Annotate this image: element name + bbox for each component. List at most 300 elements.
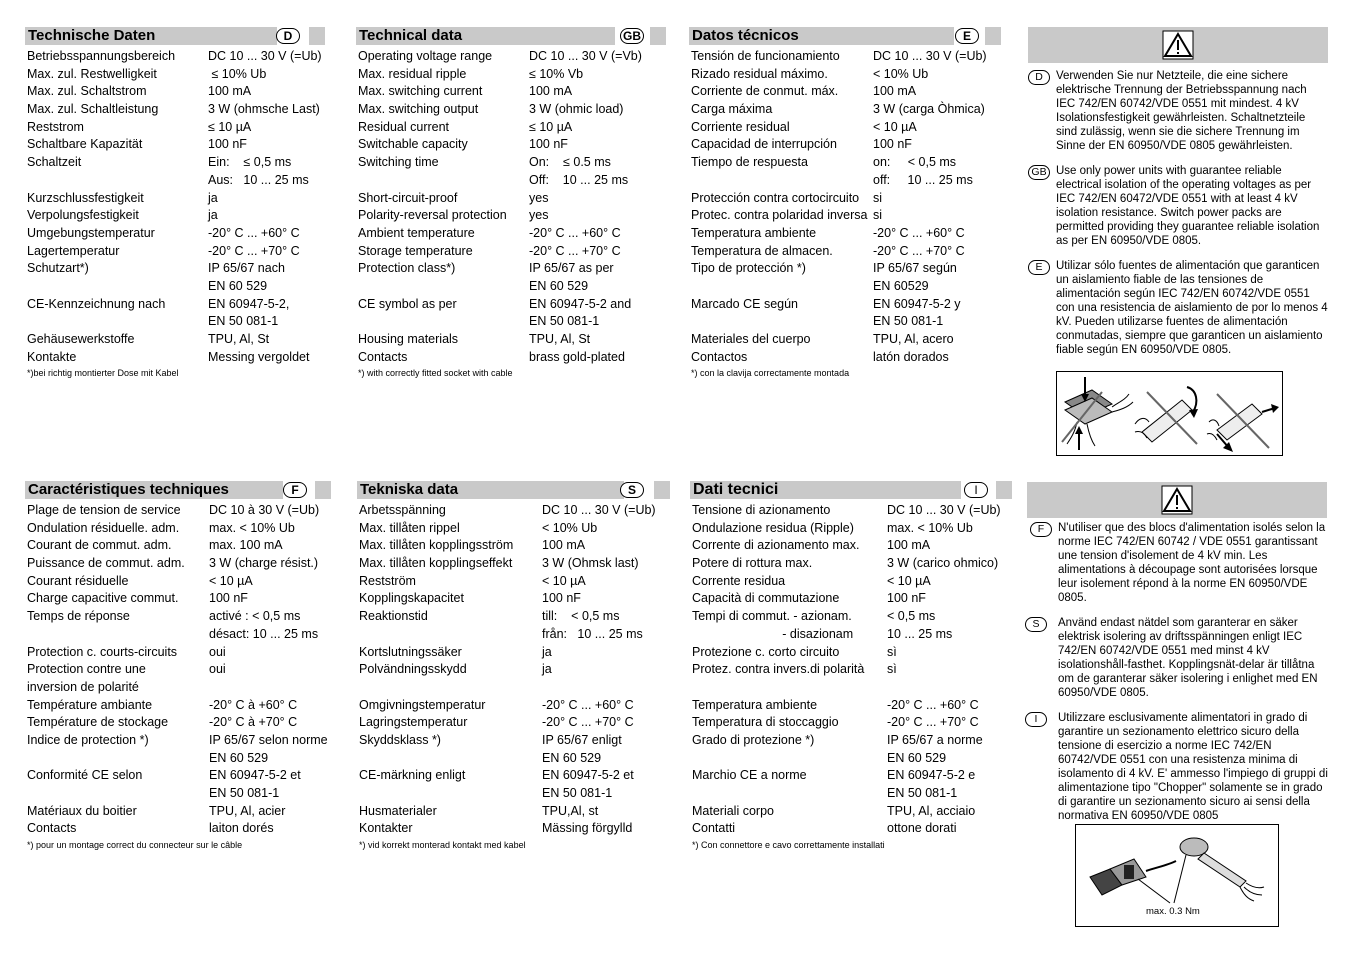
spec-row	[25, 644, 331, 662]
spec-label: Rizado residual máximo.	[691, 66, 828, 81]
spec-row	[357, 537, 670, 555]
spec-row	[690, 502, 1012, 520]
spec-value: ≤ 10% Vb	[529, 66, 584, 81]
spec-row	[25, 101, 325, 119]
spec-row	[25, 48, 325, 66]
spec-row	[25, 679, 331, 697]
spec-value: 3 W (Ohmsk last)	[542, 556, 639, 571]
spec-row	[356, 225, 666, 243]
spec-label: Max. switching output	[358, 102, 479, 117]
spec-value: -20° C à +60° C	[209, 697, 298, 712]
spec-value: EN 60 529	[887, 750, 947, 765]
spec-row	[357, 714, 670, 732]
spec-label: Kopplingskapacitet	[359, 591, 464, 606]
spec-row	[356, 243, 666, 261]
spec-label: Storage temperature	[358, 243, 473, 258]
spec-value: -20° C ... +60° C	[208, 225, 300, 240]
spec-label: Max. tillåten kopplingsström	[359, 538, 514, 553]
spec-label: Protection c. courts-circuits	[27, 644, 178, 659]
spec-label: Reaktionstid	[359, 609, 428, 624]
spec-label: - disazionam	[692, 626, 854, 641]
spec-label: Courant résiduelle	[27, 573, 129, 588]
section-header	[25, 481, 299, 499]
spec-value: -20° C ... +70° C	[529, 243, 621, 258]
spec-value: -20° C à +70° C	[209, 715, 298, 730]
spec-row	[25, 66, 325, 84]
spec-label: Protezione c. corto circuito	[692, 644, 840, 659]
spec-row	[689, 172, 1001, 190]
spec-row	[690, 626, 1012, 644]
spec-label: Indice de protection *)	[27, 732, 149, 747]
spec-row	[689, 331, 1001, 349]
spec-value: 100 mA	[529, 84, 573, 99]
spec-row	[357, 608, 670, 626]
header-tail	[985, 27, 1001, 45]
spec-value: IP 65/67 según	[873, 261, 957, 276]
lang-badge: D	[1028, 70, 1050, 85]
spec-table	[357, 502, 670, 838]
spec-label: CE-Kennzeichnung nach	[27, 296, 166, 311]
spec-value: -20° C ... +70° C	[873, 243, 965, 258]
spec-row	[357, 820, 670, 838]
spec-row	[357, 626, 670, 644]
spec-value: TPU, Al, acero	[873, 332, 954, 346]
spec-label: Marchio CE a norme	[692, 768, 807, 783]
warning-note	[1028, 259, 1328, 369]
spec-value: < 0,5 ms	[887, 609, 936, 624]
block-gb	[356, 27, 666, 378]
spec-value: si	[873, 208, 883, 223]
spec-value: ja	[208, 208, 218, 223]
spec-row	[25, 661, 331, 679]
footnote: *) with correctly fitted socket with cable	[358, 368, 513, 379]
warning-triangle-icon	[1162, 30, 1194, 60]
spec-row	[356, 48, 666, 66]
spec-value: ≤ 10% Ub	[208, 66, 267, 81]
warning-text: Använd endast nätdel som garanterar en säker elektrisk isolering av driftsspänningen enligt IEC 742/EN 60742/VDE 0551 med minst 4 kV isolationshåll-fasthet. Kopplingsnät-delar är tillåtna om de garanterar säker isolering i enlighet med EN 60950/VDE 0805.	[1058, 617, 1318, 699]
spec-value: 100 nF	[529, 137, 568, 152]
section-header	[357, 481, 636, 499]
spec-row	[25, 785, 331, 803]
spec-row	[25, 732, 331, 750]
spec-value: EN 60947-5-2 and	[529, 296, 632, 311]
connector-illustration	[1075, 824, 1279, 927]
spec-value: max. < 10% Ub	[209, 520, 295, 535]
spec-row	[689, 225, 1001, 243]
warning-banner	[1028, 27, 1328, 63]
spec-value: off: 10 ... 25 ms	[873, 172, 973, 187]
warning-text: Utilizzare esclusivamente alimentatori in grado di garantire un sezionamento elettrico sicuro della tensione di esercizio a norme IEC 742/EN 60742/VDE 0551 con una resistenza minima di isolamento di 4 kV. E' ammesso l'impiego di gruppi di alimentazione tipo "Chopper" solamente se in grado di garantire un sezionamento sicuro ai sensi della normativa EN 60950/VDE 0805	[1058, 712, 1328, 822]
warning-note	[1025, 711, 1328, 821]
spec-row	[689, 83, 1001, 101]
spec-value: -20° C ... +70° C	[887, 715, 979, 730]
spec-label: Plage de tension de service	[27, 503, 181, 517]
spec-label: Protez. contra invers.di polarità	[692, 662, 865, 677]
spec-value: EN 50 081-1	[208, 314, 279, 329]
spec-row	[357, 697, 670, 715]
spec-label: Housing materials	[358, 332, 459, 346]
warning-note	[1028, 69, 1328, 159]
spec-value: 100 mA	[208, 84, 252, 99]
spec-row	[689, 278, 1001, 296]
spec-row	[25, 803, 331, 821]
spec-row	[690, 573, 1012, 591]
spec-value: Messing vergoldet	[208, 349, 310, 364]
spec-value: TPU, Al, acciaio	[887, 803, 976, 818]
spec-row	[25, 207, 325, 225]
spec-label: Lagertemperatur	[27, 243, 120, 258]
spec-value: ottone dorati	[887, 821, 957, 836]
spec-value: 3 W (ohmic load)	[529, 102, 624, 117]
lang-badge: F	[1030, 522, 1052, 537]
spec-label: Skyddsklass *)	[359, 732, 441, 747]
spec-value: 100 mA	[873, 84, 917, 99]
block-es	[689, 27, 1001, 378]
section-header	[689, 27, 971, 45]
spec-value: TPU, Al, St	[529, 332, 591, 346]
spec-value: -20° C ... +60° C	[542, 697, 634, 712]
spec-row	[690, 697, 1012, 715]
spec-value: laiton dorés	[209, 821, 274, 836]
spec-label: Gehäusewerkstoffe	[27, 332, 135, 346]
spec-value: si	[873, 190, 883, 205]
section-title: Technische Daten	[28, 27, 156, 44]
lang-badge: I	[964, 482, 988, 498]
spec-row	[356, 119, 666, 137]
spec-value: 100 nF	[209, 591, 248, 606]
spec-row	[357, 644, 670, 662]
spec-row	[25, 83, 325, 101]
warning-text: Use only power units with guarantee reliable electrical isolation of the operating voltages as per IEC 742/EN 60472/VDE 0551 with at least 4 kV isolation resistance. Switch power packs are permitted providing they guarantee reliable isolation as per EN 60950/VDE 0805.	[1056, 165, 1320, 247]
spec-value: TPU, Al, acier	[209, 803, 286, 818]
spec-label: Schutzart*)	[27, 261, 89, 276]
spec-label: Température ambiante	[27, 697, 153, 712]
warning-text: N'utiliser que des blocs d'alimentation isolés selon la norme IEC 742/EN 60742 / VDE 0551 garantissant une tension d'isolement de 4 kV min. Les alimentations à découpage sont autorisées lorsque leur isolement répond à la norme EN 60950/VDE 0805.	[1058, 522, 1326, 604]
spec-value: sì	[887, 644, 897, 659]
spec-value: -20° C ... +70° C	[208, 243, 300, 258]
spec-value: < 10 µA	[873, 119, 917, 134]
spec-value: max. 100 mA	[209, 538, 283, 553]
spec-label: Protec. contra polaridad inversa	[691, 208, 868, 223]
spec-row	[25, 172, 325, 190]
spec-label: Kurzschlussfestigkeit	[27, 190, 144, 205]
spec-value: on: < 0,5 ms	[873, 155, 957, 170]
spec-value: EN 60 529	[542, 750, 602, 765]
spec-label: Max. tillåten kopplingseffekt	[359, 556, 513, 571]
spec-row	[689, 207, 1001, 225]
spec-value: ≤ 10 µA	[208, 119, 252, 134]
header-tail	[654, 481, 670, 499]
spec-value: oui	[209, 644, 226, 659]
spec-label: Protection class*)	[358, 261, 456, 276]
spec-value: 3 W (charge résist.)	[209, 556, 319, 571]
spec-label: Capacidad de interrupción	[691, 137, 837, 152]
spec-value: DC 10 ... 30 V (=Ub)	[887, 503, 1001, 517]
spec-label: Temperatura de almacen.	[691, 243, 833, 258]
spec-label: Polvändningsskydd	[359, 662, 467, 677]
header-tail	[650, 27, 666, 45]
spec-row	[25, 313, 325, 331]
footnote: *) pour un montage correct du connecteur sur le câble	[27, 840, 243, 851]
spec-value: yes	[529, 208, 549, 223]
spec-row	[25, 626, 331, 644]
spec-label: Matériaux du boitier	[27, 803, 137, 818]
spec-value: EN 60947-5-2 y	[873, 296, 961, 311]
lang-badge: E	[1028, 260, 1050, 275]
header-tail	[309, 27, 325, 45]
spec-value: IP 65/67 selon norme	[209, 732, 328, 747]
spec-row	[25, 136, 325, 154]
warning-note	[1028, 164, 1328, 254]
isolation-illustration	[1056, 371, 1283, 456]
spec-value: < 10% Ub	[542, 520, 598, 535]
spec-label: Husmaterialer	[359, 803, 437, 818]
spec-row	[690, 714, 1012, 732]
spec-label: Temps de réponse	[27, 609, 130, 624]
spec-row	[356, 296, 666, 314]
spec-row	[25, 225, 325, 243]
spec-label: Potere di rottura max.	[692, 556, 813, 571]
spec-row	[356, 313, 666, 331]
block-de	[25, 27, 325, 378]
spec-value: 100 mA	[542, 538, 586, 553]
spec-value: EN 60947-5-2 e	[887, 768, 976, 783]
lang-badge: S	[620, 482, 644, 498]
spec-value: -20° C ... +70° C	[542, 715, 634, 730]
spec-value: sì	[887, 662, 897, 677]
spec-value: EN 60529	[873, 278, 929, 293]
spec-row	[689, 260, 1001, 278]
spec-value: yes	[529, 190, 549, 205]
spec-value: latón dorados	[873, 349, 949, 364]
spec-row	[25, 767, 331, 785]
spec-label: Corriente de conmut. máx.	[691, 84, 839, 99]
spec-label: Max. tillåten rippel	[359, 520, 460, 535]
spec-value: EN 50 081-1	[529, 314, 600, 329]
spec-row	[690, 750, 1012, 768]
spec-row	[689, 48, 1001, 66]
spec-row	[25, 697, 331, 715]
spec-row	[690, 555, 1012, 573]
spec-value: < 10 µA	[887, 573, 931, 588]
spec-row	[689, 101, 1001, 119]
spec-value: ja	[542, 662, 552, 677]
spec-value: -20° C ... +60° C	[887, 697, 979, 712]
spec-value: oui	[209, 662, 226, 677]
spec-row	[25, 502, 331, 520]
section-title: Datos técnicos	[692, 27, 799, 44]
section-header	[25, 27, 293, 45]
spec-label: Arbetsspänning	[359, 503, 446, 517]
spec-value: 100 nF	[873, 137, 912, 152]
spec-label: Residual current	[358, 119, 450, 134]
spec-label: Max. zul. Schaltstrom	[27, 84, 147, 99]
spec-label: Polarity-reversal protection	[358, 208, 507, 223]
spec-value: DC 10 ... 30 V (=Ub)	[873, 49, 987, 63]
spec-value: DC 10 ... 30 V (=Ub)	[208, 49, 322, 63]
spec-row	[357, 803, 670, 821]
spec-row	[357, 573, 670, 591]
spec-label: Omgivningstemperatur	[359, 697, 486, 712]
section-header	[356, 27, 641, 45]
spec-value: DC 10 à 30 V (=Ub)	[209, 503, 320, 517]
spec-label: Max. zul. Restwelligkeit	[27, 66, 157, 81]
spec-value: max. < 10% Ub	[887, 520, 973, 535]
spec-row	[25, 555, 331, 573]
spec-label: Protección contra cortocircuito	[691, 190, 860, 205]
spec-label: Contactos	[691, 349, 748, 364]
spec-label: Kortslutningssäker	[359, 644, 462, 659]
spec-row	[690, 785, 1012, 803]
spec-value: 100 nF	[542, 591, 581, 606]
spec-row	[357, 502, 670, 520]
spec-table	[689, 48, 1001, 366]
spec-label: Contacts	[358, 349, 408, 364]
spec-label: Ondulazione residua (Ripple)	[692, 520, 854, 535]
spec-label: Corriente residual	[691, 119, 790, 134]
cable-isolation-figure	[1057, 372, 1282, 455]
connector-torque-figure	[1076, 825, 1278, 926]
spec-label: Lagringstemperatur	[359, 715, 468, 730]
spec-value: IP 65/67 a norme	[887, 732, 983, 747]
spec-table	[25, 502, 331, 838]
spec-label: Contacts	[27, 821, 77, 836]
spec-row	[689, 66, 1001, 84]
spec-value: brass gold-plated	[529, 349, 625, 364]
torque-label: max. 0.3 Nm	[1146, 906, 1200, 917]
spec-table	[356, 48, 666, 366]
spec-value: 10 ... 25 ms	[887, 626, 953, 641]
spec-row	[689, 136, 1001, 154]
spec-label: Marcado CE según	[691, 296, 799, 311]
spec-value: 3 W (carico ohmico)	[887, 556, 999, 571]
footnote: *) Con connettore e cavo correttamente installati	[692, 840, 885, 851]
spec-label: Protection contre une	[27, 662, 146, 677]
spec-value: -20° C ... +60° C	[873, 225, 965, 240]
spec-label: CE-märkning enligt	[359, 768, 466, 783]
spec-value: ≤ 10 µA	[529, 119, 573, 134]
spec-row	[356, 190, 666, 208]
spec-row	[25, 278, 325, 296]
spec-label: Carga máxima	[691, 102, 773, 117]
spec-value: EN 60 529	[208, 278, 268, 293]
spec-label: Capacità di commutazione	[692, 591, 840, 606]
warning-text: Verwenden Sie nur Netzteile, die eine sichere elektrische Trennung der Betriebsspannung nach IEC 742/EN 60742/VDE 0551 mit mindest. 4 kV Isolationsfestigkeit gewährleisten. Schaltnetzteile sind zulässig, wenn sie die sichere Trennung im Sinne der EN 60950/VDE 0805 gewährleisten.	[1056, 70, 1307, 152]
spec-value: DC 10 ... 30 V (=Ub)	[542, 503, 656, 517]
spec-row	[690, 803, 1012, 821]
spec-label: Contatti	[692, 821, 736, 836]
warning-text: Utilizar sólo fuentes de alimentación que garanticen un aislamiento fiable de las tensiones de alimentación según IEC 742/EN 60742/VDE 0551 con una resistencia de aislamiento de por lo menos 4 kV. Pueden utilizarse fuentes de alimentación conmutadas, siempre que garanticen un aislamiento fiable según EN 60950/VDE 0805.	[1056, 260, 1328, 356]
spec-row	[25, 296, 325, 314]
spec-label: Conformité CE selon	[27, 768, 143, 783]
section-title: Tekniska data	[360, 481, 459, 498]
spec-value: EN 50 081-1	[887, 786, 958, 800]
spec-label: Kontakte	[27, 349, 77, 364]
spec-label: inversion de polarité	[27, 679, 139, 694]
spec-value: DC 10 ... 30 V (=Vb)	[529, 49, 642, 63]
spec-label: CE symbol as per	[358, 296, 457, 311]
spec-row	[357, 520, 670, 538]
warning-note	[1025, 616, 1328, 706]
spec-row	[25, 537, 331, 555]
spec-value: TPU, Al, St	[208, 332, 270, 346]
spec-label: Schaltzeit	[27, 155, 82, 170]
spec-row	[690, 767, 1012, 785]
spec-label: Ambient temperature	[358, 225, 475, 240]
spec-label: Schaltbare Kapazität	[27, 137, 143, 152]
spec-value: EN 50 081-1	[209, 786, 280, 800]
spec-row	[690, 590, 1012, 608]
spec-row	[357, 767, 670, 785]
spec-value: EN 60 529	[529, 278, 589, 293]
spec-row	[689, 119, 1001, 137]
spec-label: Temperatura ambiente	[691, 225, 817, 240]
header-tail	[315, 481, 331, 499]
spec-label: Tipo de protección *)	[691, 261, 806, 276]
spec-row	[25, 190, 325, 208]
warning-banner	[1027, 482, 1327, 518]
spec-row	[689, 349, 1001, 367]
spec-label: Betriebsspannungsbereich	[27, 49, 176, 63]
spec-value: Mässing förgylld	[542, 821, 633, 836]
spec-label: Verpolungsfestigkeit	[27, 208, 139, 223]
spec-row	[25, 349, 325, 367]
block-fr	[25, 481, 331, 850]
spec-label: Materiali corpo	[692, 803, 774, 818]
spec-label: Puissance de commut. adm.	[27, 556, 185, 571]
spec-value: 3 W (carga Òhmica)	[873, 102, 985, 117]
section-title: Caractéristiques techniques	[28, 481, 229, 498]
spec-value: 100 nF	[887, 591, 926, 606]
footnote: *) con la clavija correctamente montada	[691, 368, 850, 379]
block-it	[690, 481, 1012, 850]
spec-label: Température de stockage	[27, 715, 169, 730]
spec-row	[356, 260, 666, 278]
spec-value: IP 65/67 enligt	[542, 732, 622, 747]
spec-row	[356, 172, 666, 190]
spec-value: EN 60947-5-2 et	[209, 768, 301, 783]
spec-row	[25, 590, 331, 608]
spec-value: ja	[208, 190, 218, 205]
spec-label: Ondulation résiduelle. adm.	[27, 520, 180, 535]
spec-value: IP 65/67 nach	[208, 261, 285, 276]
spec-row	[357, 785, 670, 803]
lang-badge: S	[1025, 617, 1047, 632]
spec-value: désact: 10 ... 25 ms	[209, 626, 319, 641]
spec-label: Operating voltage range	[358, 49, 493, 63]
spec-value: On: ≤ 0.5 ms	[529, 155, 611, 170]
spec-value: Aus: 10 ... 25 ms	[208, 172, 309, 187]
spec-row	[356, 83, 666, 101]
spec-label: Charge capacitive commut.	[27, 591, 179, 606]
spec-label: Materiales del cuerpo	[691, 332, 811, 346]
spec-row	[690, 732, 1012, 750]
spec-row	[356, 331, 666, 349]
spec-label: Corrente di azionamento max.	[692, 538, 860, 553]
spec-row	[690, 520, 1012, 538]
spec-row	[357, 555, 670, 573]
warning-triangle-icon	[1161, 485, 1193, 515]
spec-value: Off: 10 ... 25 ms	[529, 172, 629, 187]
spec-row	[356, 136, 666, 154]
spec-label: Short-circuit-proof	[358, 190, 458, 205]
spec-value: EN 60947-5-2,	[208, 296, 290, 311]
spec-row	[356, 278, 666, 296]
spec-row	[690, 644, 1012, 662]
spec-row	[689, 154, 1001, 172]
spec-value: -20° C ... +60° C	[529, 225, 621, 240]
spec-label: Tiempo de respuesta	[691, 155, 808, 170]
